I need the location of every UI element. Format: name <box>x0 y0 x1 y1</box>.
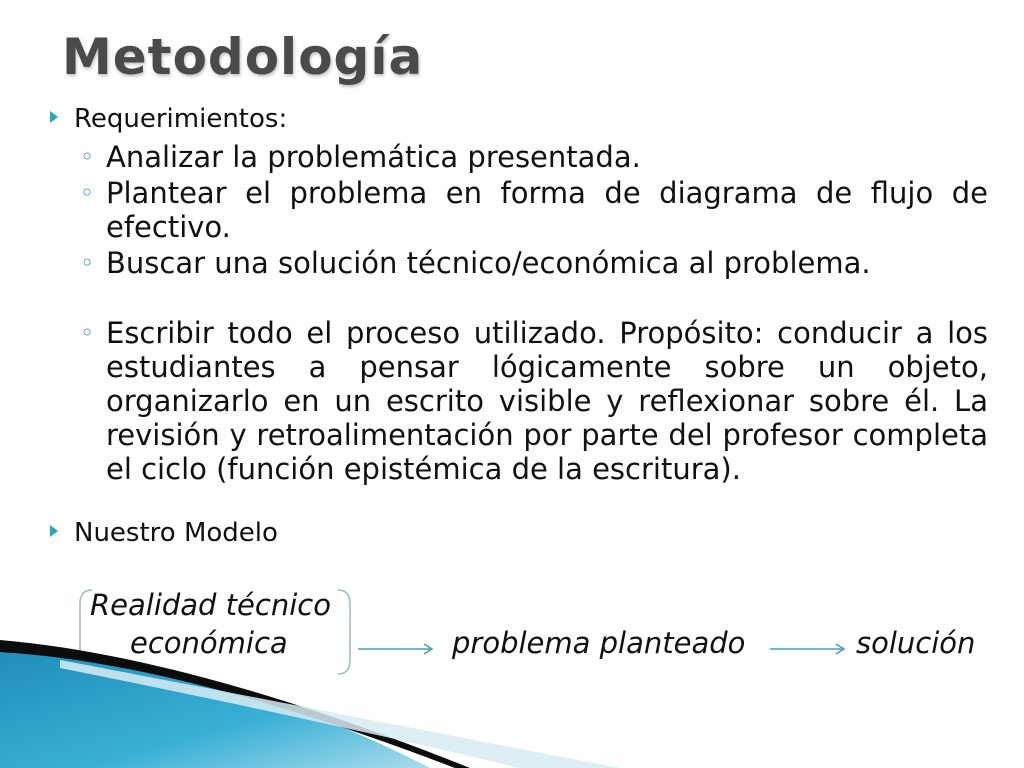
requirement-item-3: Buscar una solución técnico/económica al problema. <box>106 246 871 280</box>
arrow-right-icon <box>358 644 432 654</box>
flow-start-line2: económica <box>130 626 288 660</box>
requirements-heading: Requerimientos: <box>74 104 288 134</box>
slide-title: Metodología <box>62 28 424 86</box>
requirement-item-4: Escribir todo el proceso utilizado. Propósito: conducir a los estudiantes a pensar lógicamente sobre un objeto, organizarlo en un escrito visible y reflexionar sobre él. La revisión y retroalimentación por parte del profesor completa el ciclo (función epistémica de la escritura). <box>106 316 988 486</box>
ring-bullet-icon: ◦ <box>80 319 95 347</box>
flow-end: solución <box>856 626 976 660</box>
flow-middle: problema planteado <box>452 626 746 660</box>
ring-bullet-icon: ◦ <box>80 249 95 277</box>
ring-bullet-icon: ◦ <box>80 179 95 207</box>
requirement-item-2: Plantear el problema en forma de diagrama de flujo de efectivo. <box>106 176 988 244</box>
model-heading: Nuestro Modelo <box>74 518 278 548</box>
requirement-item-1: Analizar la problemática presentada. <box>106 140 641 174</box>
flow-start-line1: Realidad técnico <box>90 588 331 622</box>
ring-bullet-icon: ◦ <box>80 143 95 171</box>
right-brace <box>338 590 350 674</box>
arrow-right-icon <box>770 644 844 654</box>
